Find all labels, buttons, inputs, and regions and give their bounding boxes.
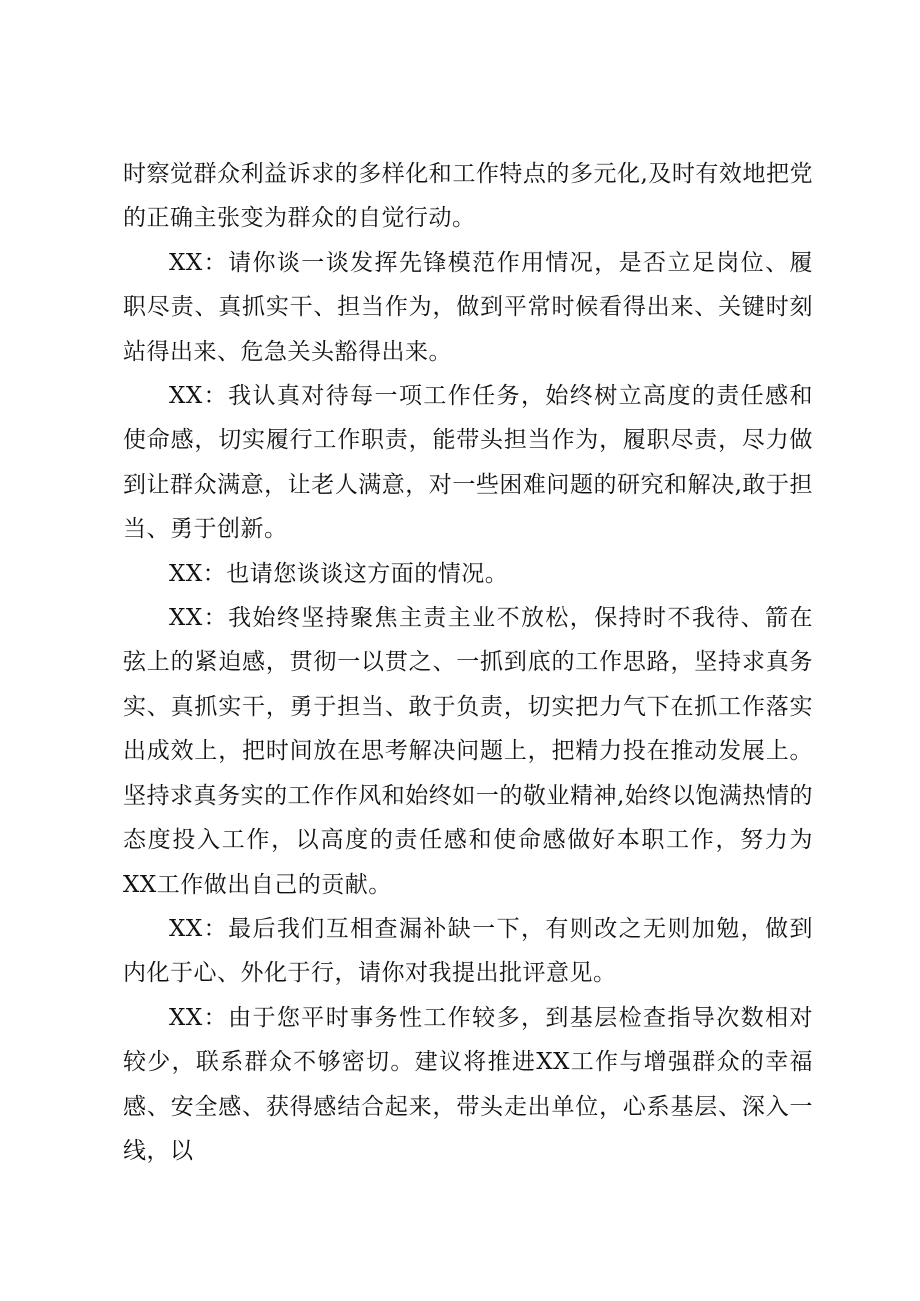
paragraph-7: XX：由于您平时事务性工作较多，到基层检查指导次数相对较少，联系群众不够密切。建议将推进XX工作与增强群众的幸福感、安全感、获得感结合起来，带头走出单位，心系基层、深入一线，以 <box>123 1004 813 1164</box>
paragraph-1: 时察觉群众利益诉求的多样化和工作特点的多元化,及时有效地把党的正确主张变为群众的自觉行动。 <box>123 161 813 232</box>
document-body <box>123 152 813 1173</box>
paragraph-3: XX：我认真对待每一项工作任务，始终树立高度的责任感和使命感，切实履行工作职责，能带头担当作为，履职尽责，尽力做到让群众满意，让老人满意，对一些困难问题的研究和解决,敢于担当、勇于创新。 <box>123 383 813 543</box>
paragraph-5: XX：我始终坚持聚焦主责主业不放松，保持时不我待、箭在弦上的紧迫感，贯彻一以贯之、一抓到底的工作思路，坚持求真务实、真抓实干，勇于担当、敢于负责，切实把力气下在抓工作落实出成效上，把时间放在思考解决问题上，把精力投在推动发展上。坚持求真务实的工作作风和始终如一的敬业精神,始终以饱满热情的态度投入工作，以高度的责任感和使命感做好本职工作，努力为XX工作做出自己的贡献。 <box>123 605 813 898</box>
paragraph-6: XX：最后我们互相查漏补缺一下，有则改之无则加勉，做到内化于心、外化于行，请你对我提出批评意见。 <box>123 915 813 987</box>
paragraph-4: XX：也请您谈谈这方面的情况。 <box>169 560 509 587</box>
paragraph-2: XX：请你谈一谈发挥先锋模范作用情况，是否立足岗位、履职尽责、真抓实干、担当作为，做到平常时候看得出来、关键时刻站得出来、危急关头豁得出来。 <box>123 249 813 365</box>
